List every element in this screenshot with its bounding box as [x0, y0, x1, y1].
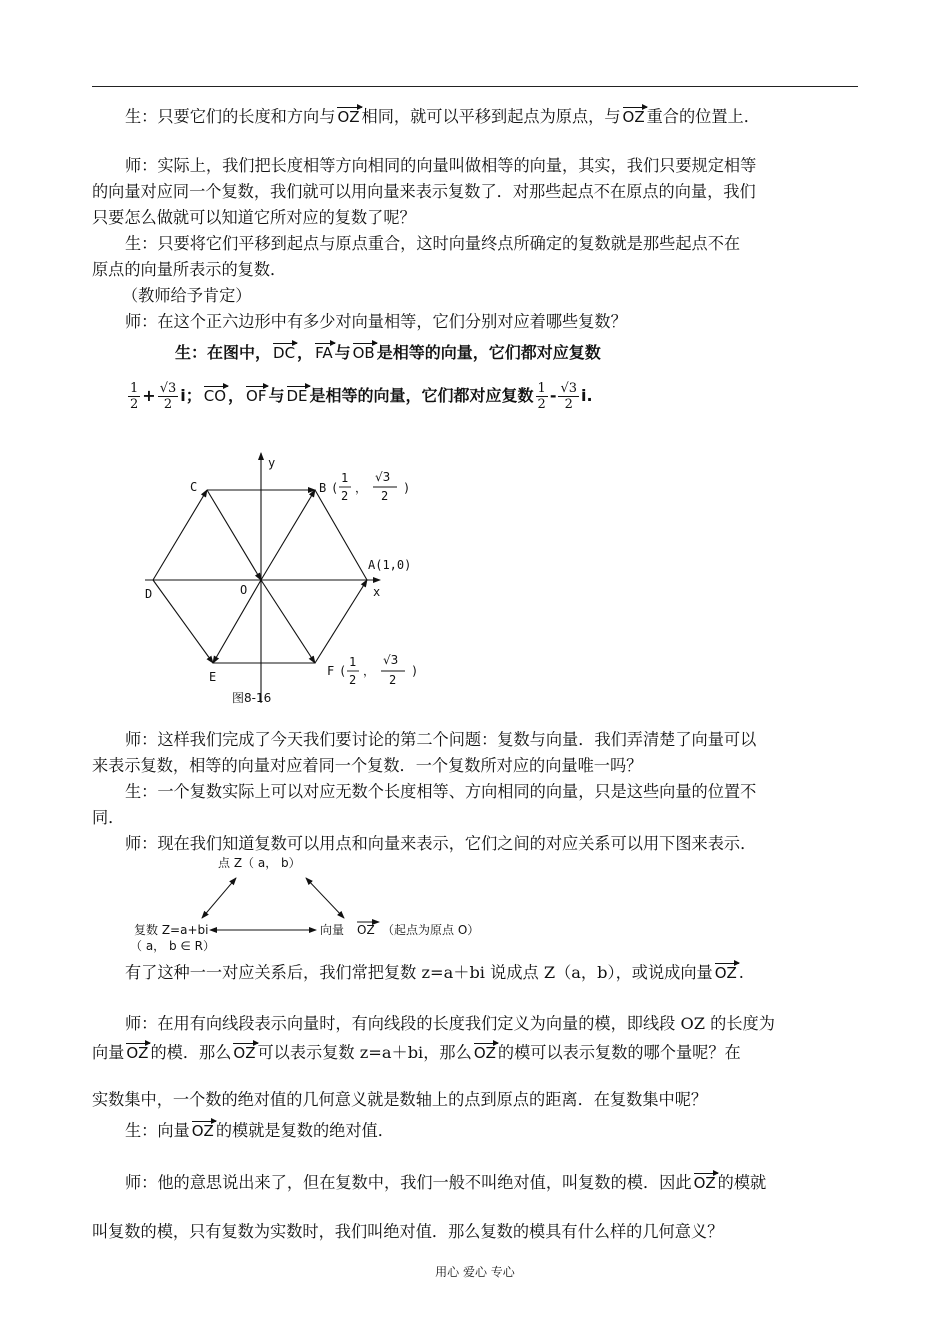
frac-den: 2: [349, 673, 357, 687]
para-teacher-5-l1: [92, 1172, 895, 1193]
text: 是相等的向量，它们都对应复数: [309, 386, 534, 405]
numerator: √3: [159, 381, 177, 396]
text: 与: [268, 386, 285, 405]
text: 可以表示复数 z=a＋bi，那么: [257, 1043, 472, 1062]
para-teacher-1-l2: 的向量对应同一个复数，我们就可以用向量来表示复数了．对那些起点不在原点的向量，我们: [92, 182, 756, 201]
text: 的模就是复数的绝对值．: [215, 1121, 394, 1140]
vector-de: DE: [286, 387, 308, 405]
vector-of: OF: [246, 387, 267, 405]
paren: ): [411, 664, 419, 678]
text: 生：在图中，: [175, 343, 272, 362]
vector-fa-line: [315, 580, 367, 663]
numerator: 1: [537, 381, 546, 396]
page-footer: 用心 爱心 专心: [435, 1265, 515, 1279]
text: .: [738, 963, 744, 982]
complex-label: 复数 Z=a+bi: [134, 923, 209, 937]
frac-den: 2: [381, 489, 389, 503]
paren: ): [403, 481, 411, 495]
frac-den: 2: [389, 673, 397, 687]
fraction: [128, 381, 140, 412]
frac-num: √3: [375, 470, 391, 484]
vector-dc-line: [153, 490, 207, 580]
domain-label: （ a， b ∈ R）: [130, 939, 216, 953]
numerator: √3: [560, 381, 578, 396]
text: 生：向量: [125, 1121, 190, 1140]
para-teacher-3: 师：现在我们知道复数可以用点和向量来表示，它们之间的对应关系可以用下图来表示．: [125, 834, 757, 853]
para-note: （教师给予肯定）: [122, 286, 252, 305]
vector-oz: OZ: [693, 1174, 716, 1192]
text: ，: [297, 343, 314, 362]
para-student-4: [92, 1120, 895, 1141]
vector-ob-line: [261, 490, 315, 580]
text: 的模．那么: [150, 1043, 232, 1062]
vector-de-line: [153, 580, 213, 663]
vector-oz: OZ: [337, 108, 360, 126]
para-answer-l1: [175, 342, 945, 363]
label-b: B: [319, 481, 327, 495]
label-a: A(1,0): [368, 558, 412, 572]
fraction: [558, 381, 579, 412]
text: i；: [180, 386, 202, 405]
figure-caption: 图8-16: [232, 691, 272, 705]
text: 是相等的向量，它们都对应复数: [376, 343, 601, 362]
para-teacher-4-l1: 师：在用有向线段表示向量时，有向线段的长度我们定义为向量的模，即线段 OZ 的长度为: [125, 1014, 775, 1033]
start-label: （起点为原点 O）: [382, 923, 480, 937]
para-teacher-5-l2: 叫复数的模，只有复数为实数时，我们叫绝对值．那么复数的模具有什么样的几何意义？: [92, 1222, 724, 1241]
text: ，: [228, 386, 245, 405]
denominator: 2: [163, 397, 173, 412]
para-student-3-l2: 同．: [92, 808, 125, 827]
text: 有了这种一一对应关系后，我们常把复数 z=a＋bi 说成点 Z（a，b），或说成向量: [125, 963, 713, 982]
denominator: 2: [130, 397, 139, 412]
para-student-3-l1: 生：一个复数实际上可以对应无数个长度相等、方向相同的向量，只是这些向量的位置不: [125, 782, 757, 801]
para-teacher-4-l2: [92, 1042, 862, 1063]
para-teacher-1-l1: 师：实际上，我们把长度相等方向相同的向量叫做相等的向量，其实，我们只要规定相等: [125, 156, 757, 175]
para-teacher-2-l1: 师：这样我们完成了今天我们要讨论的第二个问题：复数与向量．我们弄清楚了向量可以: [125, 730, 757, 749]
para-teacher-2-l2: 来表示复数，相等的向量对应着同一个复数．一个复数所对应的向量唯一吗？: [92, 756, 643, 775]
text: +: [142, 386, 156, 405]
text: 的模就: [717, 1173, 767, 1192]
label-f: F: [327, 664, 335, 678]
denominator: 2: [564, 397, 573, 412]
vector-oz: OZ: [473, 1044, 496, 1062]
para-teacher-4-l3: 实数集中，一个数的绝对值的几何意义就是数轴上的点到原点的距离．在复数集中呢？: [92, 1090, 708, 1109]
para-question: 师：在这个正六边形中有多少对向量相等，它们分别对应着哪些复数？: [125, 312, 627, 331]
vector-oz: OZ: [233, 1044, 256, 1062]
vector-fa: FA: [315, 344, 333, 362]
denominator: 2: [537, 397, 546, 412]
fraction: [158, 381, 179, 412]
vector-oe-line: [213, 580, 261, 663]
text: i.: [581, 386, 593, 405]
edge-ba: [315, 490, 367, 580]
fraction: [536, 381, 548, 412]
vector-oz: OZ: [622, 108, 645, 126]
frac-num: 1: [341, 471, 349, 485]
text: 重合的位置上．: [646, 107, 760, 126]
text: 的模可以表示复数的哪个量呢？在: [497, 1043, 741, 1062]
text: -: [549, 386, 557, 405]
text: 与: [334, 343, 351, 362]
vector-co: CO: [203, 387, 227, 405]
correspondence-diagram: [120, 852, 540, 956]
para-student-1: [92, 106, 862, 127]
vector-dc: DC: [273, 344, 296, 362]
label-o: O: [240, 583, 248, 597]
label-e: E: [209, 670, 217, 684]
label-x: x: [373, 585, 381, 599]
frac-num: 1: [349, 655, 357, 669]
vector-oz: OZ: [126, 1044, 149, 1062]
text: 生：只要它们的长度和方向与: [125, 107, 336, 126]
vector-ob: OB: [352, 344, 375, 362]
para-student-2-l2: 原点的向量所表示的复数．: [92, 260, 287, 279]
para-teacher-1-l3: 只要怎么做就可以知道它所对应的复数了呢？: [92, 208, 416, 227]
label-d: D: [145, 587, 153, 601]
vector-oz: OZ: [357, 923, 375, 937]
text: 相同，就可以平移到起点为原点，与: [361, 107, 621, 126]
header-rule: [92, 86, 858, 87]
vector-oz: OZ: [714, 964, 737, 982]
vector-of-line: [261, 580, 315, 663]
label-c: C: [190, 480, 198, 494]
text: 向量: [92, 1043, 125, 1062]
arrow-point-complex: [202, 878, 236, 918]
vector-co-line: [207, 490, 261, 580]
paren: (: [339, 664, 347, 678]
comma: ，: [355, 481, 368, 495]
point-z-label: 点 Z（ a， b）: [218, 856, 301, 870]
label-y: y: [268, 456, 276, 470]
frac-den: 2: [341, 489, 349, 503]
para-correspondence: [92, 962, 895, 983]
vector-label: 向量: [320, 923, 345, 937]
comma: ，: [363, 664, 376, 678]
frac-num: √3: [383, 653, 399, 667]
numerator: 1: [130, 381, 139, 396]
text: 师：他的意思说出来了，但在复数中，我们一般不叫绝对值，叫复数的模．因此: [125, 1173, 692, 1192]
hexagon-figure: [135, 445, 435, 715]
paren: (: [331, 481, 339, 495]
para-student-2-l1: 生：只要将它们平移到起点与原点重合，这时向量终点所确定的复数就是那些起点不在: [125, 234, 741, 253]
arrow-point-vector: [306, 878, 344, 918]
para-answer-l2: [126, 374, 896, 418]
vector-oz: OZ: [191, 1122, 214, 1140]
